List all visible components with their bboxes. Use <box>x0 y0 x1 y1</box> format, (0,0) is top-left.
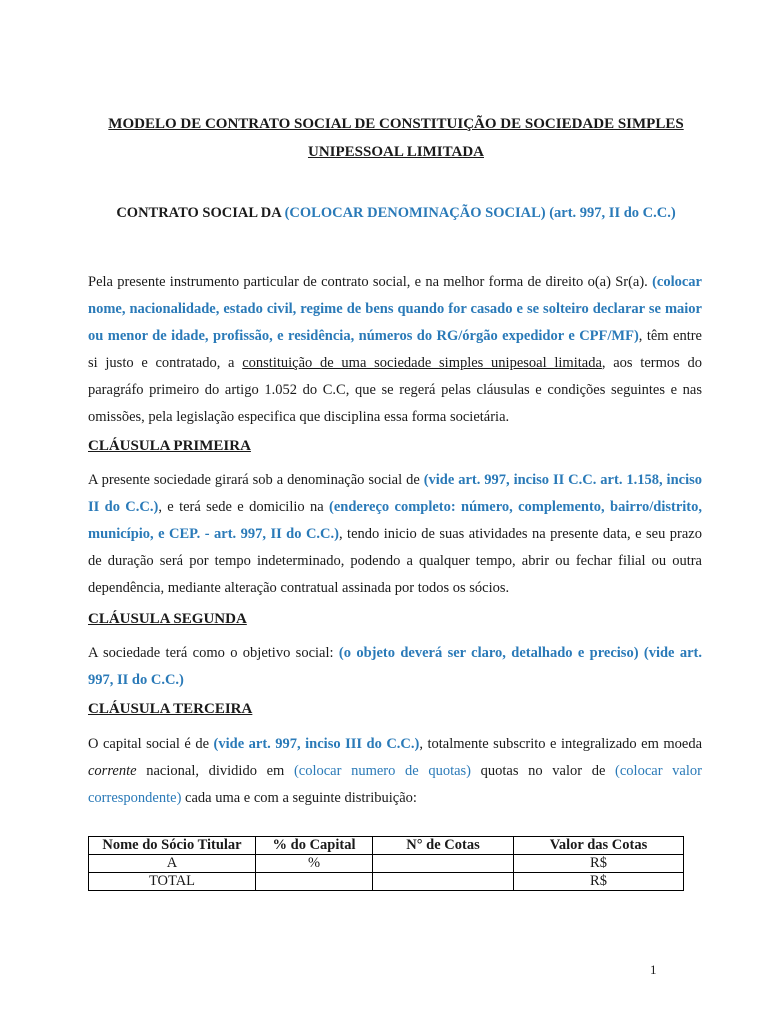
header-socio: Nome do Sócio Titular <box>89 837 256 855</box>
intro-text-3: , aos termos do paragráfo primeiro do artigo 1.052 do C.C, que se regerá pelas cláusulas e condições seguintes e nas omissões, pela legislação especifica que disciplina essa forma societária. <box>88 355 703 425</box>
intro-placeholder: (colocar nome, nacionalidade, estado civil, regime de bens quando for casado e se solteiro declarar se maior ou menor de idade, profissão, e residência, números do RG/órgão expedidor e CPF/MF) <box>88 274 702 344</box>
clause-1-heading: CLÁUSULA PRIMEIRA <box>88 438 251 454</box>
document-title <box>88 110 704 166</box>
clause-1-paragraph <box>88 467 702 602</box>
intro-paragraph <box>88 269 702 431</box>
clause-2-heading: CLÁUSULA SEGUNDA <box>88 611 247 627</box>
clause-2-paragraph <box>88 640 702 694</box>
intro-underlined: constituição de uma sociedade simples unipesoal limitada <box>242 355 602 371</box>
clause-1-text-1: A presente sociedade girará sob a denominação social de <box>88 472 424 488</box>
clause-3-text-5: cada uma e com a seguinte distribuição: <box>181 790 417 806</box>
table-row <box>89 873 684 891</box>
table-cell: TOTAL <box>89 873 256 891</box>
clause-3-text-3: nacional, dividido em <box>136 763 294 779</box>
clause-3-text-1: O capital social é de <box>88 736 214 752</box>
table-cell <box>373 855 514 873</box>
table-cell: % <box>256 855 373 873</box>
capital-distribution-table <box>88 836 684 891</box>
intro-text-1: Pela presente instrumento particular de contrato social, e na melhor forma de direito o(a) Sr(a). <box>88 274 653 290</box>
clause-3-text-4: quotas no valor de <box>471 763 616 779</box>
clause-3-heading: CLÁUSULA TERCEIRA <box>88 701 253 717</box>
clause-1-text-2: , e terá sede e domicilio na <box>158 499 330 515</box>
subtitle-placeholder: (COLOCAR DENOMINAÇÃO SOCIAL) (art. 997, II do C.C.) <box>284 205 676 221</box>
clause-3-placeholder-1: (vide art. 997, inciso III do C.C.) <box>213 736 420 752</box>
table-header-row <box>89 837 684 855</box>
clause-3-italic: corrente <box>88 763 137 779</box>
clause-3-placeholder-3: (colocar valor correspondente) <box>88 763 702 806</box>
clause-2-placeholder: (o objeto deverá ser claro, detalhado e preciso) (vide art. 997, II do C.C.) <box>88 645 702 688</box>
clause-3-placeholder-2: (colocar numero de quotas) <box>293 763 472 779</box>
table-cell: A <box>89 855 256 873</box>
table-row <box>89 855 684 873</box>
clause-2-text-1: A sociedade terá como o objetivo social: <box>88 645 339 661</box>
document-subtitle <box>88 205 704 222</box>
table-cell <box>373 873 514 891</box>
intro-text-2: , têm entre si justo e contratado, a <box>88 328 702 371</box>
subtitle-prefix: CONTRATO SOCIAL DA <box>116 205 285 221</box>
table-cell <box>256 873 373 891</box>
page-number: 1 <box>650 962 657 977</box>
table-cell: R$ <box>514 855 684 873</box>
table-cell: R$ <box>514 873 684 891</box>
clause-3-paragraph <box>88 731 702 812</box>
header-valor: Valor das Cotas <box>514 837 684 855</box>
title-line-2: UNIPESSOAL LIMITADA <box>307 144 484 160</box>
header-capital: % do Capital <box>256 837 373 855</box>
clause-1-placeholder-1: (vide art. 997, inciso II C.C. art. 1.158, inciso II do C.C.) <box>88 472 702 515</box>
header-cotas: N° de Cotas <box>373 837 514 855</box>
title-line-1: MODELO DE CONTRATO SOCIAL DE CONSTITUIÇÃO DE SOCIEDADE SIMPLES <box>108 116 684 132</box>
clause-1-placeholder-2: (endereço completo: número, complemento, bairro/distrito, município, e CEP. - art. 997, II do C.C.) <box>88 499 702 542</box>
clause-3-text-2: , totalmente subscrito e integralizado em moeda <box>419 736 703 752</box>
clause-1-text-3: , tendo inicio de suas atividades na presente data, e seu prazo de duração será por tempo indeterminado, podendo a qualquer tempo, abrir ou fechar filial ou outra dependência, mediante alteração contratual assinada por todos os sócios. <box>88 526 702 596</box>
